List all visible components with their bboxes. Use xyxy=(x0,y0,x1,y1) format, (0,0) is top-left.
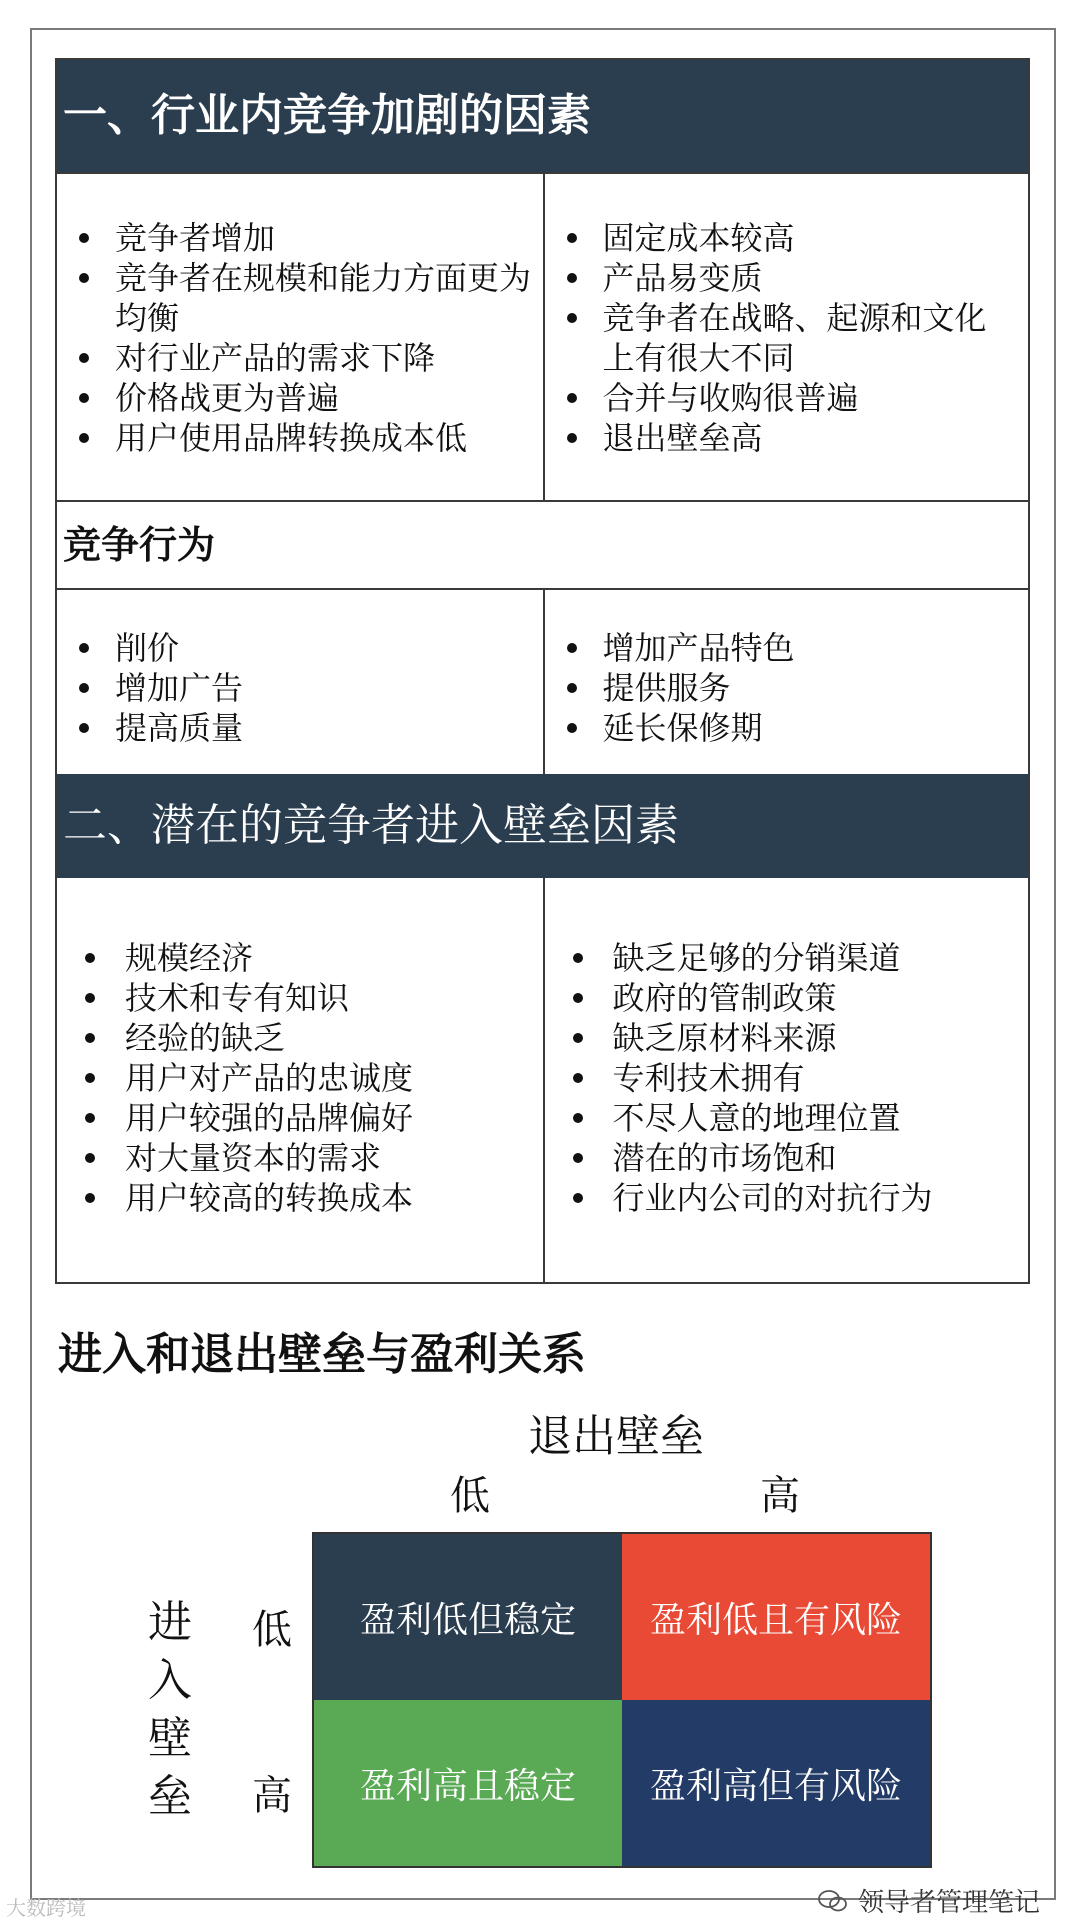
section1-left-list xyxy=(75,218,533,458)
quadrant-low-low: 盈利低但稳定 xyxy=(314,1534,622,1700)
list-item: 缺乏足够的分销渠道 xyxy=(563,938,1019,978)
list-item: 不尽人意的地理位置 xyxy=(563,1098,1019,1138)
list-item: 规模经济 xyxy=(75,938,533,978)
section1-row xyxy=(57,172,1028,500)
list-item: 固定成本较高 xyxy=(563,218,1019,258)
list-item: 削价 xyxy=(75,628,533,668)
list-item: 专利技术拥有 xyxy=(563,1058,1019,1098)
watermark-left xyxy=(6,1892,86,1921)
behavior-right-cell xyxy=(543,590,1029,774)
quadrant-high-low: 盈利高且稳定 xyxy=(314,1700,622,1866)
watermark-right-text: 领导者管理笔记 xyxy=(858,1888,1041,1918)
section2-row xyxy=(57,878,1028,1282)
behavior-header: 竞争行为 xyxy=(57,500,1028,588)
section2-left-cell xyxy=(57,878,543,1282)
matrix-title: 进入和退出壁垒与盈利关系 xyxy=(58,1329,586,1380)
list-item: 合并与收购很普遍 xyxy=(563,378,1019,418)
list-item: 延长保修期 xyxy=(563,708,1019,748)
list-item: 用户较强的品牌偏好 xyxy=(75,1098,533,1138)
entry-barrier-label: 进入壁垒 xyxy=(148,1597,192,1822)
entry-low-label: 低 xyxy=(252,1607,292,1653)
list-item: 退出壁垒高 xyxy=(563,418,1019,458)
section2-left-list xyxy=(75,938,533,1218)
list-item: 潜在的市场饱和 xyxy=(563,1138,1019,1178)
entry-high-label: 高 xyxy=(252,1773,292,1819)
list-item: 行业内公司的对抗行为 xyxy=(563,1178,1019,1218)
list-item: 竞争者在规模和能力方面更为均衡 xyxy=(75,258,533,338)
list-item: 用户使用品牌转换成本低 xyxy=(75,418,533,458)
behavior-right-list xyxy=(563,628,1019,748)
quadrant-high-high: 盈利高但有风险 xyxy=(622,1700,930,1866)
list-item: 对行业产品的需求下降 xyxy=(75,338,533,378)
profit-matrix xyxy=(312,1532,932,1868)
watermark-left-text: 大数跨境 xyxy=(6,1896,86,1920)
section1-left-cell xyxy=(57,174,543,500)
section2-header: 二、潜在的竞争者进入壁垒因素 xyxy=(57,774,1028,878)
section1-right-list xyxy=(563,218,1019,458)
content-table xyxy=(55,58,1030,1284)
list-item: 竞争者在战略、起源和文化上有很大不同 xyxy=(563,298,1019,378)
list-item: 技术和专有知识 xyxy=(75,978,533,1018)
exit-high-label: 高 xyxy=(760,1473,800,1519)
wechat-icon xyxy=(818,1890,848,1912)
section1-header: 一、行业内竞争加剧的因素 xyxy=(57,60,1028,172)
list-item: 缺乏原材料来源 xyxy=(563,1018,1019,1058)
list-item: 竞争者增加 xyxy=(75,218,533,258)
section1-right-cell xyxy=(543,174,1029,500)
list-item: 经验的缺乏 xyxy=(75,1018,533,1058)
section2-right-cell xyxy=(543,878,1029,1282)
list-item: 提高质量 xyxy=(75,708,533,748)
list-item: 增加产品特色 xyxy=(563,628,1019,668)
list-item: 用户较高的转换成本 xyxy=(75,1178,533,1218)
behavior-row xyxy=(57,588,1028,774)
list-item: 提供服务 xyxy=(563,668,1019,708)
list-item: 对大量资本的需求 xyxy=(75,1138,533,1178)
exit-barrier-label: 退出壁垒 xyxy=(528,1411,704,1462)
exit-low-label: 低 xyxy=(450,1473,490,1519)
list-item: 增加广告 xyxy=(75,668,533,708)
list-item: 产品易变质 xyxy=(563,258,1019,298)
watermark-right xyxy=(818,1882,1040,1919)
list-item: 价格战更为普遍 xyxy=(75,378,533,418)
quadrant-low-high: 盈利低且有风险 xyxy=(622,1534,930,1700)
section2-right-list xyxy=(563,938,1019,1218)
behavior-left-list xyxy=(75,628,533,748)
list-item: 政府的管制政策 xyxy=(563,978,1019,1018)
list-item: 用户对产品的忠诚度 xyxy=(75,1058,533,1098)
behavior-left-cell xyxy=(57,590,543,774)
